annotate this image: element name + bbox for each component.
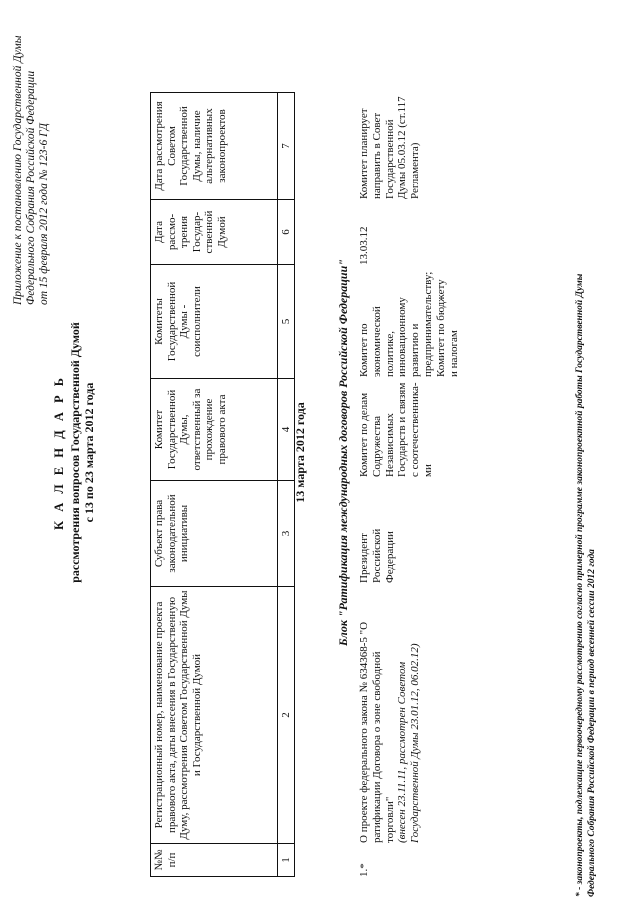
calendar-title: К А Л Е Н Д А Р Ь <box>52 375 66 530</box>
row-co-committees <box>358 271 460 377</box>
footnote-line-1: * - законопроекты, подлежащие первоочередному рассмотрению согласно примерной программе законопроектной работы Государственной Думы <box>575 273 585 897</box>
bill-history: (внесен 23.11.11, рассмотрен Советом Государственной Думы 23.01.12, 06.02.12) <box>396 643 422 843</box>
col-num-5: 5 <box>277 264 295 379</box>
col-header-3: Субъект права законодательной инициативы <box>150 480 278 587</box>
footnote-line-2: Федерального Собрания Российской Федерации в период весенней сессии 2012 года <box>587 549 597 897</box>
col-header-2: Регистрационный номер, наименование проекта правового акта, даты внесения в Государственную Думу, рассмотрения Советом Государственной Думы и Государственной Думой <box>150 586 278 844</box>
calendar-period: с 13 по 23 марта 2012 года <box>82 382 96 523</box>
session-date-heading: 13 марта 2012 года <box>293 402 307 503</box>
block-heading: Блок "Ратификация международных договоров Российской Федерации" <box>336 259 350 646</box>
col-header-6: Дата рассмо-трения Государ-ственной Думой <box>150 199 278 265</box>
col-num-1: 1 <box>277 843 295 877</box>
co-committee-2: Комитет по бюджету и налогам <box>434 279 460 377</box>
col-header-4: Комитет Государственной Думы, ответственный за прохождение правового акта <box>150 378 278 481</box>
appendix-line-1: Приложение к постановлению Государственной Думы <box>12 35 24 305</box>
co-committee-1: Комитет по экономической политике, инновационному развитию и предпринимательству; <box>358 271 434 377</box>
row-committee: Комитет по делам Содружества Независимых Государств и связям с соотечественника-ми <box>358 382 434 477</box>
calendar-subtitle: рассмотрения вопросов Государственной Думой <box>68 322 82 583</box>
col-num-4: 4 <box>277 378 295 481</box>
bill-title: О проекте федерального закона № 634368-5 "О ратификации Договора о зоне свободной торговли" <box>358 621 396 843</box>
appendix-note <box>12 35 51 305</box>
row-bill <box>358 615 422 843</box>
appendix-line-3: от 15 февраля 2012 года № 123-6 ГД <box>38 123 50 305</box>
col-header-5: Комитеты Государственной Думы - соисполнители <box>150 264 278 379</box>
header-table <box>150 37 310 877</box>
col-num-3: 3 <box>277 480 295 587</box>
col-num-6: 6 <box>277 199 295 265</box>
row-initiator: Президент Российской Федерации <box>358 528 396 583</box>
row-council-note: Комитет планирует направить в Совет Государственной Думы 05.03.12 (ст.117 Регламента) <box>358 96 422 199</box>
col-num-2: 2 <box>277 586 295 844</box>
footnote <box>574 0 598 905</box>
col-header-7: Дата рассмотрения Советом Государственной Думы, наличие альтернативных законопроектов <box>150 92 278 200</box>
row-duma-date: 13.03.12 <box>358 226 370 265</box>
col-num-7: 7 <box>277 92 295 200</box>
row-number: 1.* <box>358 863 370 877</box>
appendix-line-2: Федерального Собрания Российской Федерации <box>25 70 37 305</box>
col-header-1: №№ п/п <box>150 843 278 877</box>
